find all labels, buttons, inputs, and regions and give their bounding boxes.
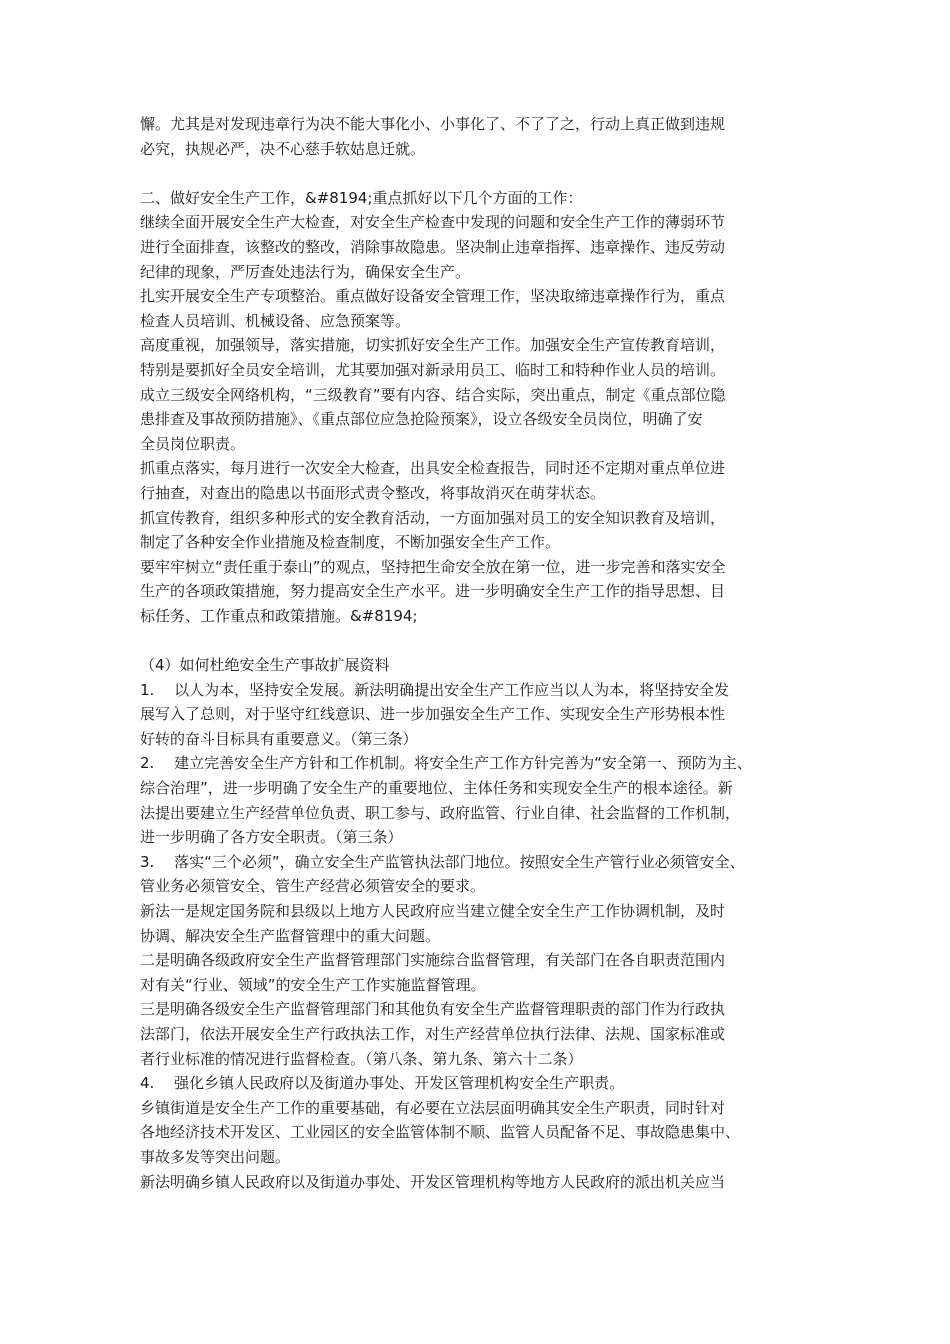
paragraph-leadership: 高度重视，加强领导，落实措施，切实抓好安全生产工作。加强安全生产宣传教育培训， 特别是要抓好全员安全培训，尤其要加强对新录用员工、临时工和特种作业人员的培训。 <box>140 336 726 379</box>
paragraph-township-law: 新法明确乡镇人民政府以及街道办事处、开发区管理机构等地方人民政府的派出机关应当 <box>140 1172 726 1191</box>
blank-line <box>140 161 840 186</box>
paragraph-intro: 懈。尤其是对发现违章行为决不能大事化小、小事化了、不了了之，行动上真正做到违规 必究，执规必严，决不心慈手软姑息迁就。 <box>140 115 726 158</box>
paragraph-new-law-2: 二是明确各级政府安全生产监督管理部门实施综合监督管理，有关部门在各自职责范围内 对有关“行业、领域”的安全生产工作实施监督管理。 <box>140 951 726 994</box>
paragraph-safety-network: 成立三级安全网络机构，“三级教育”要有内容、结合实际，突出重点，制定《重点部位隐 患排查及事故预防措施》、《重点部位应急抢险预案》，设立各级安全员岗位，明确了安 全员岗位职责。 <box>140 385 726 453</box>
paragraph-monthly-check: 抓重点落实，每月进行一次安全大检查，出具安全检查报告，同时还不定期对重点单位进 行抽查，对查出的隐患以书面形式责令整改，将事故消灭在萌芽状态。 <box>140 459 726 502</box>
list-item-1: 1. 以人为本，坚持安全发展。新法明确提出安全生产工作应当以人为本，将坚持安全发 展写入了总则，对于坚守红线意识、进一步加强安全生产工作、实现安全生产形势根本性 好转的奋斗目标具有重要意义。（第三条） <box>140 680 730 748</box>
paragraph-special-rectification: 扎实开展安全生产专项整治。重点做好设备安全管理工作，坚决取缔违章操作行为，重点 检查人员培训、机械设备、应急预案等。 <box>140 287 726 330</box>
paragraph-township: 乡镇街道是安全生产工作的重要基础，有必要在立法层面明确其安全生产职责，同时针对 各地经济技术开发区、工业园区的安全监管体制不顺、监管人员配备不足、事故隐患集中、 事故多发等突出问题。 <box>140 1098 741 1166</box>
blank-line <box>140 628 840 653</box>
paragraph-new-law-1: 新法一是规定国务院和县级以上地方人民政府应当建立健全安全生产工作协调机制，及时 协调、解决安全生产监督管理中的重大问题。 <box>140 902 726 945</box>
paragraph-new-law-3: 三是明确各级安全生产监督管理部门和其他负有安全生产监督管理职责的部门作为行政执 法部门，依法开展安全生产行政执法工作，对生产经营单位执行法律、法规、国家标准或 者行业标准的情况进行监督检查。（第八条、第九条、第六十二条） <box>140 1000 726 1068</box>
list-item-4: 4. 强化乡镇人民政府以及街道办事处、开发区管理机构安全生产职责。 <box>140 1074 625 1093</box>
paragraph-education: 抓宣传教育，组织多种形式的安全教育活动，一方面加强对员工的安全知识教育及培训， 制定了各种安全作业措施及检查制度，不断加强安全生产工作。 <box>140 508 726 552</box>
section-heading-4: （4）如何杜绝安全生产事故扩展资料 <box>140 656 390 675</box>
paragraph-inspection: 继续全面开展安全生产大检查，对安全生产检查中发现的问题和安全生产工作的薄弱环节 进行全面排查，该整改的整改，消除事故隐患。坚决制止违章指挥、违章操作、违反劳动 纪律的现象，严厉查处违法行为，确保安全生产。 <box>140 213 726 281</box>
section-heading-2: 二、做好安全生产工作，&#8194;重点抓好以下几个方面的工作： <box>140 188 583 207</box>
list-item-2: 2. 建立完善安全生产方针和工作机制。将安全生产工作方针完善为“安全第一、预防为主、 综合治理”，进一步明确了安全生产的重要地位、主体任务和实现安全生产的根本途径。新 法提出要建立生产经营单位负责、职工参与、政府监管、行业自律、社会监督的工作机制， 进一步明确了各方安全职责。（第三条） <box>140 754 752 847</box>
paragraph-responsibility: 要牢牢树立“责任重于泰山”的观点，坚持把生命安全放在第一位，进一步完善和落实安全 生产的各项政策措施，努力提高安全生产水平。进一步明确安全生产工作的指导思想、目 标任务、工作重点和政策措施。&#8194; <box>140 557 726 625</box>
document-body <box>140 112 840 1194</box>
list-item-3: 3. 落实“三个必须”，确立安全生产监管执法部门地位。按照安全生产管行业必须管安全、 管业务必须管安全、管生产经营必须管安全的要求。 <box>140 852 745 896</box>
